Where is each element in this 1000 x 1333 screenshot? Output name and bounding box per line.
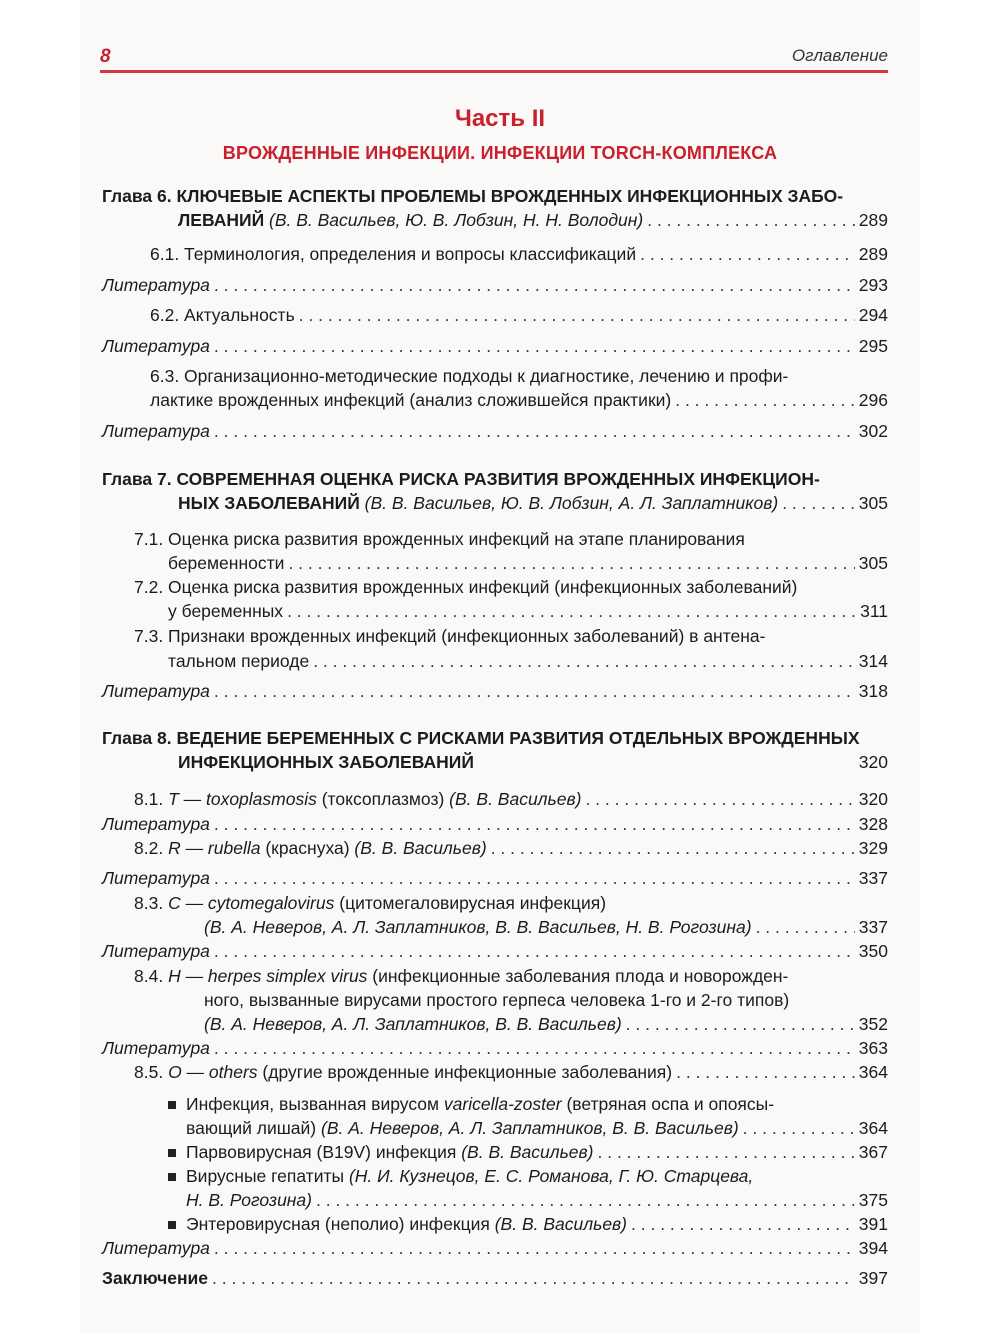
leader-dots	[287, 599, 856, 623]
toc-entry-7-3[interactable]	[168, 649, 888, 673]
literature-label: Литература	[102, 681, 210, 701]
literature-label: Литература	[102, 868, 210, 888]
bullet-authors: (Н. И. Кузнецов, Е. С. Романова, Г. Ю. Старцева,	[348, 1166, 754, 1186]
toc-entry-8-5[interactable]	[134, 1060, 888, 1084]
section-number: 8.1.	[134, 789, 169, 809]
page-ref: 305	[858, 493, 888, 513]
chapter-7-title-line2: НЫХ ЗАБОЛЕВАНИЙ	[178, 493, 360, 513]
bullet-varicella-line1	[186, 1092, 888, 1116]
section-title: лактике врожденных инфекций (анализ сложившейся практики)	[150, 390, 672, 410]
page-ref: 311	[860, 601, 888, 621]
page-ref: 294	[858, 305, 888, 325]
toc-entry-literature[interactable]	[102, 866, 888, 890]
toc-entry-parvovirus[interactable]	[186, 1140, 888, 1164]
section-authors: (В. А. Неверов, А. Л. Заплатников, В. В. Васильев)	[204, 1014, 622, 1034]
leader-dots	[491, 836, 855, 860]
page-ref: 367	[858, 1142, 888, 1162]
section-6-3-line1: 6.3. Организационно-методические подходы к диагностике, лечению и профи-	[150, 366, 789, 386]
bullet-marker	[168, 1221, 176, 1229]
section-8-3-line1	[134, 891, 888, 915]
literature-label: Литература	[102, 1038, 210, 1058]
toc-entry-8-4[interactable]	[204, 1012, 888, 1036]
literature-label: Литература	[102, 275, 210, 295]
section-title: (цитомегаловирусная инфекция)	[334, 893, 607, 913]
leader-dots	[316, 1188, 855, 1212]
bullet-marker	[168, 1101, 176, 1109]
leader-dots	[631, 1212, 855, 1236]
leader-dots	[313, 649, 855, 673]
leader-dots	[214, 866, 855, 890]
section-title: тальном периоде	[168, 651, 310, 671]
toc-entry-literature[interactable]	[102, 1236, 888, 1260]
leader-dots	[756, 915, 855, 939]
literature-label: Литература	[102, 1238, 210, 1258]
toc-entry-chapter-7[interactable]	[178, 491, 888, 515]
toc-entry-chapter-8[interactable]	[178, 750, 888, 774]
chapter-6-title-line2: ЛЕВАНИЙ	[178, 210, 265, 230]
leader-dots	[214, 273, 855, 297]
section-title: 6.1. Терминология, определения и вопросы классификаций	[150, 244, 637, 264]
literature-label: Литература	[102, 814, 210, 834]
toc-entry-literature[interactable]	[102, 1036, 888, 1060]
section-authors: (В. А. Неверов, А. Л. Заплатников, В. В. Васильев, Н. В. Рогозина)	[204, 917, 752, 937]
leader-dots	[214, 1036, 855, 1060]
leader-dots	[214, 939, 855, 963]
bullet-authors: (В. В. Васильев)	[461, 1142, 594, 1162]
bullet-marker	[168, 1173, 176, 1181]
chapter-8-title-line2: ИНФЕКЦИОННЫХ ЗАБОЛЕВАНИЙ	[178, 752, 474, 772]
page-ref: 352	[858, 1014, 888, 1034]
toc-entry-enterovirus[interactable]	[186, 1212, 888, 1236]
toc-entry-conclusion[interactable]	[102, 1266, 888, 1290]
leader-dots	[214, 679, 855, 703]
toc-entry-varicella[interactable]	[186, 1116, 888, 1140]
toc-entry-6-3[interactable]	[150, 388, 888, 412]
section-title: (инфекционные заболевания плода и новорожден-	[367, 966, 789, 986]
chapter-8-title-line1: Глава 8. ВЕДЕНИЕ БЕРЕМЕННЫХ С РИСКАМИ РАЗВИТИЯ ОТДЕЛЬНЫХ ВРОЖДЕННЫХ	[102, 728, 860, 748]
toc-entry-literature[interactable]	[102, 334, 888, 358]
page-ref: 394	[858, 1238, 888, 1258]
toc-entry-literature[interactable]	[102, 419, 888, 443]
bullet-marker	[168, 1149, 176, 1157]
page-ref: 363	[858, 1038, 888, 1058]
section-title: (другие врожденные инфекционные заболевания)	[257, 1062, 673, 1082]
leader-dots	[782, 491, 855, 515]
section-8-4-line2: ного, вызванные вирусами простого герпеса человека 1-го и 2-го типов)	[204, 990, 790, 1010]
page-ref: 320	[858, 752, 888, 772]
page-ref: 350	[858, 941, 888, 961]
bullet-hepatitis-line1	[186, 1164, 888, 1188]
leader-dots	[214, 812, 855, 836]
section-latin-term: H — herpes simplex virus	[168, 966, 368, 986]
bullet-text: Энтеровирусная (неполио) инфекция	[186, 1214, 495, 1234]
page-ref: 364	[858, 1062, 888, 1082]
section-latin-term: R — rubella	[168, 838, 261, 858]
chapter-7-authors: (В. В. Васильев, Ю. В. Лобзин, А. Л. Заплатников)	[359, 493, 779, 513]
section-authors: (В. В. Васильев)	[449, 789, 582, 809]
page-ref: 320	[858, 789, 888, 809]
toc-entry-6-1[interactable]	[150, 242, 888, 266]
part-title: Часть II	[454, 105, 546, 132]
bullet-latin-term: varicella-zoster	[443, 1094, 562, 1114]
section-number: 8.3.	[134, 893, 169, 913]
section-7-2-line1: 7.2. Оценка риска развития врожденных инфекций (инфекционных заболеваний)	[134, 577, 798, 597]
page-ref: 289	[858, 244, 888, 264]
toc-entry-chapter-6[interactable]	[178, 208, 888, 232]
conclusion-label: Заключение	[102, 1268, 209, 1288]
leader-dots	[288, 551, 854, 575]
toc-entry-hepatitis[interactable]	[186, 1188, 888, 1212]
section-number: 8.5.	[134, 1062, 169, 1082]
bullet-text: Вирусные гепатиты	[186, 1166, 349, 1186]
leader-dots	[214, 1236, 855, 1260]
page-ref: 318	[858, 681, 888, 701]
section-number: 8.4.	[134, 966, 169, 986]
leader-dots	[743, 1116, 855, 1140]
section-latin-term: T — toxoplasmosis	[168, 789, 317, 809]
section-title: 6.2. Актуальность	[150, 305, 295, 325]
section-latin-term: O — others	[168, 1062, 258, 1082]
bullet-text: Инфекция, вызванная вирусом	[186, 1094, 444, 1114]
page-ref: 293	[858, 275, 888, 295]
page-ref: 314	[858, 651, 888, 671]
page-ref: 337	[858, 868, 888, 888]
part-subtitle: ВРОЖДЕННЫЕ ИНФЕКЦИИ. ИНФЕКЦИИ TORCH-КОМПЛЕКСА	[222, 143, 778, 163]
bullet-authors: Н. В. Рогозина)	[186, 1190, 312, 1210]
page-ref: 364	[858, 1118, 888, 1138]
toc-entry-8-2[interactable]	[134, 836, 888, 860]
page-ref: 302	[858, 421, 888, 441]
section-number: 8.2.	[134, 838, 169, 858]
section-title: беременности	[168, 553, 285, 573]
leader-dots	[598, 1140, 855, 1164]
section-8-4-line1	[134, 964, 888, 988]
page-ref: 305	[858, 553, 888, 573]
chapter-6-title-line1: Глава 6. КЛЮЧЕВЫЕ АСПЕКТЫ ПРОБЛЕМЫ ВРОЖДЕННЫХ ИНФЕКЦИОННЫХ ЗАБО-	[102, 186, 844, 206]
leader-dots	[214, 419, 855, 443]
section-7-1-line1: 7.1. Оценка риска развития врожденных инфекций на этапе планирования	[134, 529, 745, 549]
leader-dots	[212, 1266, 855, 1290]
toc-entry-7-1[interactable]	[168, 551, 888, 575]
section-authors: (В. В. Васильев)	[354, 838, 487, 858]
leader-dots	[647, 208, 855, 232]
bullet-authors: (В. А. Неверов, А. Л. Заплатников, В. В. Васильев)	[321, 1118, 739, 1138]
bullet-text: Парвовирусная (B19V) инфекция	[186, 1142, 462, 1162]
chapter-7-title-line1: Глава 7. СОВРЕМЕННАЯ ОЦЕНКА РИСКА РАЗВИТИЯ ВРОЖДЕННЫХ ИНФЕКЦИОН-	[102, 469, 820, 489]
section-7-3-line1: 7.3. Признаки врожденных инфекций (инфекционных заболеваний) в антена-	[134, 626, 766, 646]
page-ref: 296	[858, 390, 888, 410]
leader-dots	[675, 388, 855, 412]
leader-dots	[676, 1060, 855, 1084]
toc-entry-literature[interactable]	[102, 812, 888, 836]
bullet-text: вающий лишай)	[186, 1118, 321, 1138]
literature-label: Литература	[102, 941, 210, 961]
page-ref: 375	[858, 1190, 888, 1210]
leader-dots	[640, 242, 855, 266]
leader-dots	[626, 1012, 855, 1036]
section-title: (краснуха)	[260, 838, 355, 858]
page-ref: 329	[858, 838, 888, 858]
section-title: у беременных	[168, 601, 284, 621]
header-divider	[100, 70, 888, 73]
toc-entry-8-1[interactable]	[134, 787, 888, 811]
bullet-authors: (В. В. Васильев)	[494, 1214, 628, 1234]
page-ref: 289	[858, 210, 888, 230]
toc-entry-7-2[interactable]	[168, 599, 888, 623]
literature-label: Литература	[102, 336, 210, 356]
section-title: (токсоплазмоз)	[316, 789, 450, 809]
book-page	[80, 0, 920, 1333]
leader-dots	[299, 303, 855, 327]
literature-label: Литература	[102, 421, 210, 441]
bullet-text: (ветряная оспа и опоясы-	[561, 1094, 775, 1114]
leader-dots	[214, 334, 855, 358]
page-ref: 391	[858, 1214, 888, 1234]
leader-dots	[585, 787, 854, 811]
toc-entry-literature[interactable]	[102, 273, 888, 297]
toc-entry-6-2[interactable]	[150, 303, 888, 327]
section-latin-term: C — cytomegalovirus	[168, 893, 335, 913]
page-ref: 337	[858, 917, 888, 937]
page-ref: 397	[858, 1268, 888, 1288]
chapter-6-authors: (В. В. Васильев, Ю. В. Лобзин, Н. Н. Володин)	[264, 210, 644, 230]
toc-entry-literature[interactable]	[102, 939, 888, 963]
running-header-title: Оглавление	[791, 46, 888, 65]
page-ref: 295	[858, 336, 888, 356]
toc-entry-literature[interactable]	[102, 679, 888, 703]
toc-entry-8-3[interactable]	[204, 915, 888, 939]
page-number: 8	[100, 46, 111, 67]
page-ref: 328	[858, 814, 888, 834]
